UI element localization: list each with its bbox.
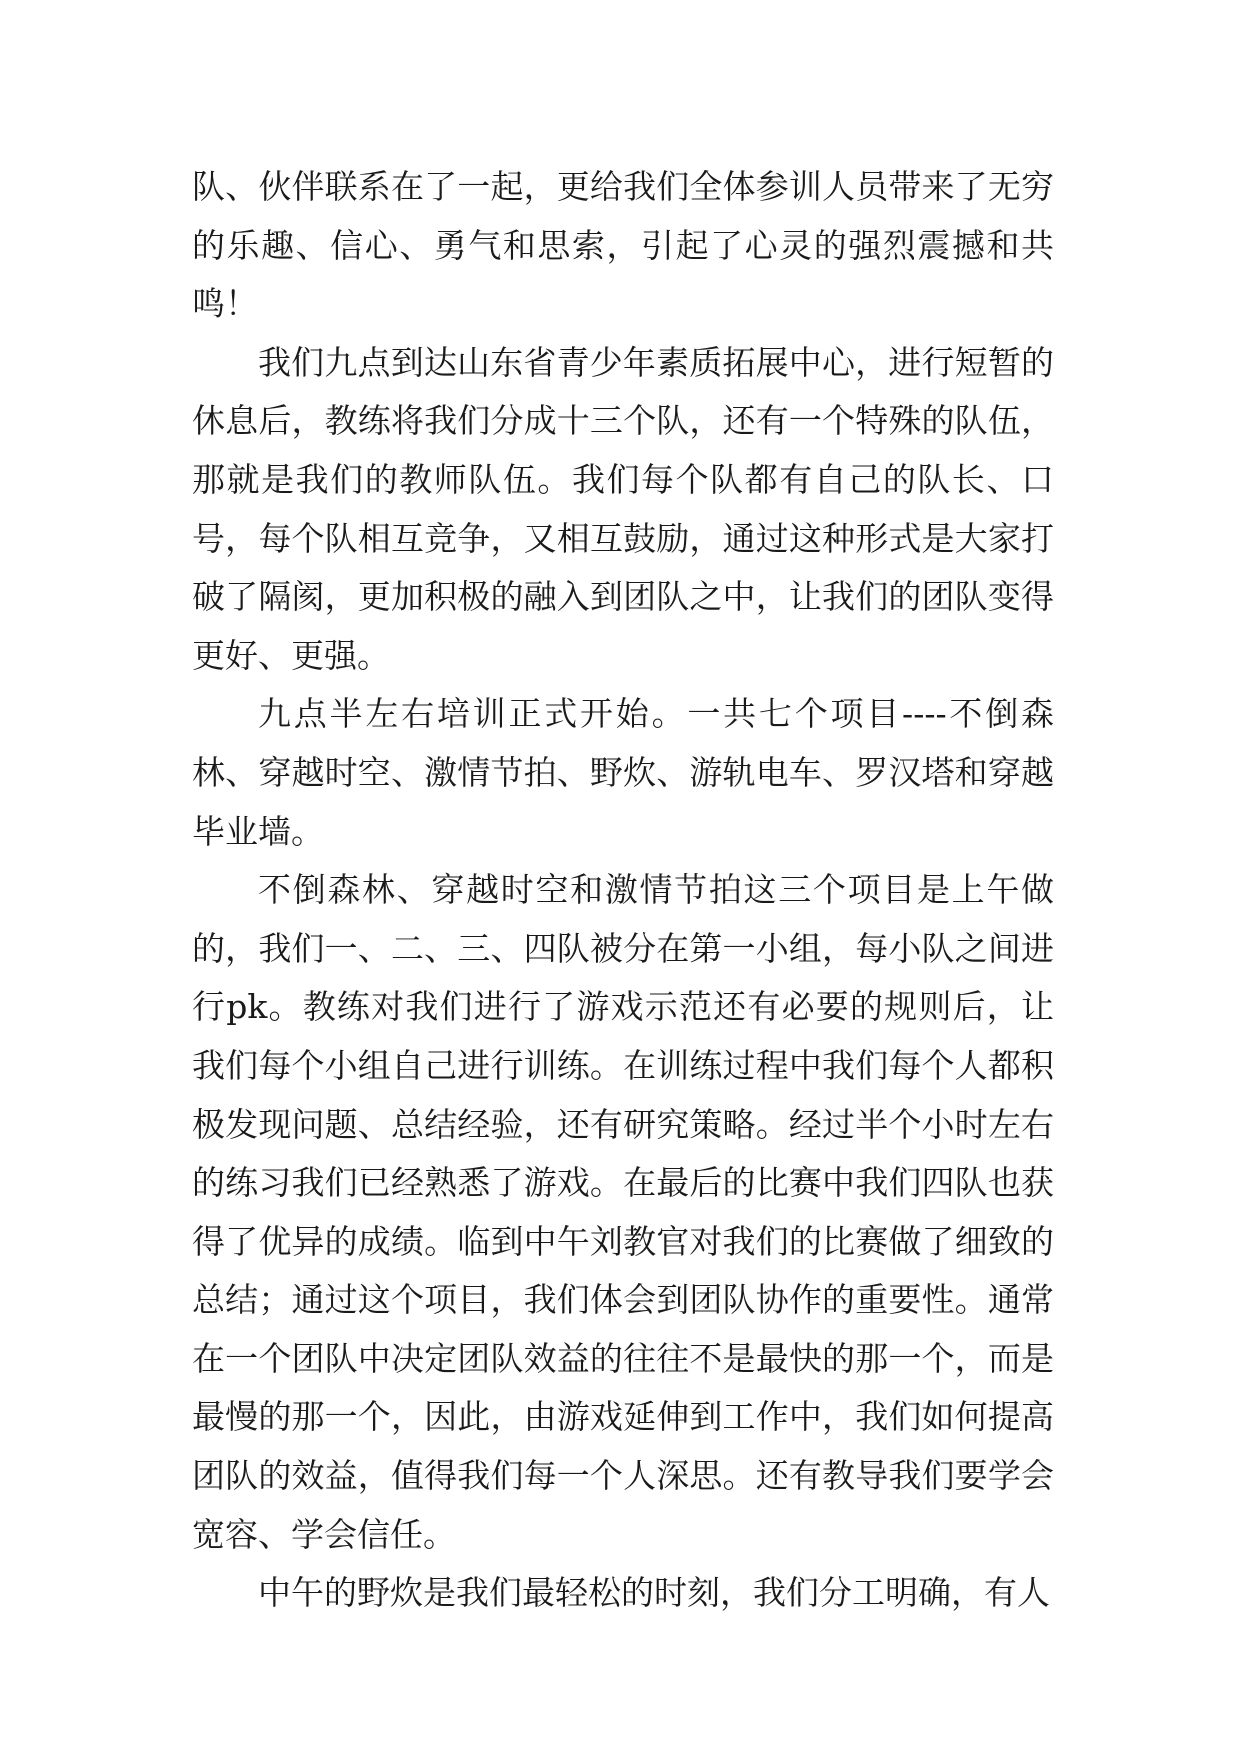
paragraph-projects: 九点半左右培训正式开始。一共七个项目----不倒森林、穿越时空、激情节拍、野炊、游轨电车、罗汉塔和穿越毕业墙。	[192, 694, 1054, 851]
document-body	[192, 158, 1054, 1623]
paragraph-lunch: 中午的野炊是我们最轻松的时刻，我们分工明确，有人	[258, 1573, 1050, 1613]
paragraph-morning-activities: 不倒森林、穿越时空和激情节拍这三个项目是上午做的，我们一、二、三、四队被分在第一小组，每小队之间进行pk。教练对我们进行了游戏示范还有必要的规则后，让我们每个小组自己进行训练。在训练过程中我们每个人都积极发现问题、总结经验，还有研究策略。经过半个小时左右的练习我们已经熟悉了游戏。在最后的比赛中我们四队也获得了优异的成绩。临到中午刘教官对我们的比赛做了细致的总结；通过这个项目，我们体会到团队协作的重要性。通常在一个团队中决定团队效益的往往不是最快的那一个，而是最慢的那一个，因此，由游戏延伸到工作中，我们如何提高团队的效益，值得我们每一个人深思。还有教导我们要学会宽容、学会信任。	[192, 870, 1054, 1554]
paragraph-continuation: 队、伙伴联系在了一起，更给我们全体参训人员带来了无穷的乐趣、信心、勇气和思索，引起了心灵的强烈震撼和共鸣！	[192, 167, 1054, 324]
paragraph-arrival: 我们九点到达山东省青少年素质拓展中心，进行短暂的休息后，教练将我们分成十三个队，还有一个特殊的队伍，那就是我们的教师队伍。我们每个队都有自己的队长、口号，每个队相互竞争，又相互鼓励，通过这种形式是大家打破了隔阂，更加积极的融入到团队之中，让我们的团队变得更好、更强。	[192, 342, 1054, 675]
